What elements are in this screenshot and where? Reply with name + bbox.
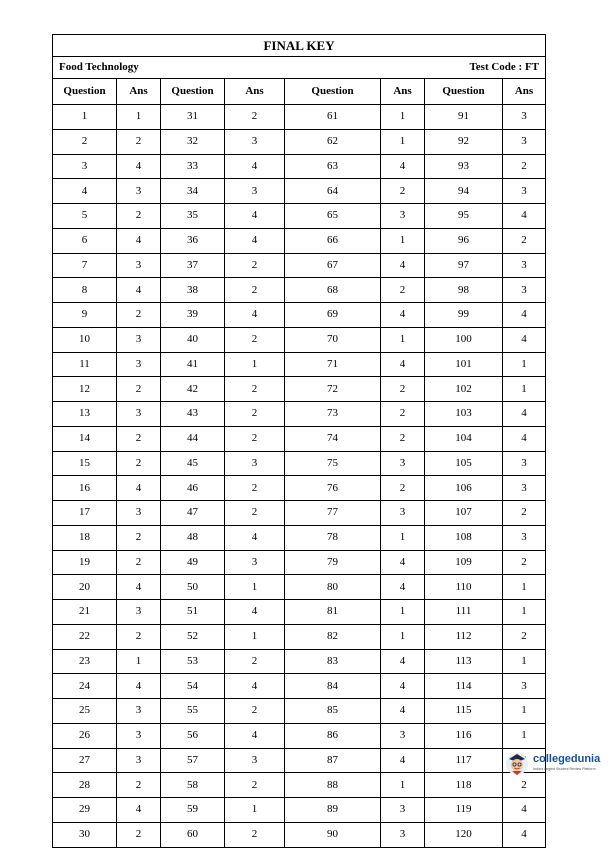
answer-cell: 3	[503, 253, 546, 278]
answer-cell: 4	[381, 303, 425, 328]
question-number-cell: 21	[53, 600, 117, 625]
table-row	[53, 303, 546, 328]
question-number-cell: 56	[161, 723, 225, 748]
question-number-cell: 39	[161, 303, 225, 328]
answer-cell: 2	[381, 377, 425, 402]
question-number-cell: 31	[161, 105, 225, 130]
question-number-cell: 1	[53, 105, 117, 130]
answer-cell: 3	[117, 402, 161, 427]
question-number-cell: 102	[425, 377, 503, 402]
answer-column-header: Ans	[225, 79, 285, 105]
question-number-cell: 12	[53, 377, 117, 402]
answer-cell: 4	[503, 327, 546, 352]
answer-cell: 1	[117, 105, 161, 130]
answer-column-header: Ans	[117, 79, 161, 105]
question-number-cell: 80	[285, 575, 381, 600]
answer-cell: 4	[503, 822, 546, 847]
test-code-label: Test Code : FT	[469, 61, 540, 73]
question-number-cell: 18	[53, 525, 117, 550]
question-number-cell: 48	[161, 525, 225, 550]
table-row	[53, 723, 546, 748]
question-number-cell: 81	[285, 600, 381, 625]
answer-cell: 2	[225, 402, 285, 427]
table-row	[53, 278, 546, 303]
answer-cell: 1	[225, 352, 285, 377]
question-number-cell: 32	[161, 129, 225, 154]
question-number-cell: 96	[425, 228, 503, 253]
answer-cell: 3	[381, 204, 425, 229]
header-row	[53, 79, 546, 105]
answer-cell: 4	[381, 674, 425, 699]
question-number-cell: 104	[425, 426, 503, 451]
answer-cell: 3	[117, 352, 161, 377]
question-number-cell: 57	[161, 748, 225, 773]
question-number-cell: 4	[53, 179, 117, 204]
question-number-cell: 109	[425, 550, 503, 575]
answer-cell: 2	[503, 624, 546, 649]
question-column-header: Question	[285, 79, 381, 105]
question-number-cell: 20	[53, 575, 117, 600]
table-row	[53, 426, 546, 451]
question-number-cell: 82	[285, 624, 381, 649]
answer-cell: 3	[117, 501, 161, 526]
question-number-cell: 92	[425, 129, 503, 154]
answer-cell: 4	[225, 228, 285, 253]
answer-cell: 3	[117, 327, 161, 352]
answer-cell: 3	[503, 105, 546, 130]
answer-cell: 4	[117, 575, 161, 600]
answer-cell: 1	[503, 600, 546, 625]
question-number-cell: 98	[425, 278, 503, 303]
answer-cell: 2	[503, 550, 546, 575]
answer-cell: 3	[225, 451, 285, 476]
answer-cell: 4	[117, 154, 161, 179]
answer-cell: 2	[381, 278, 425, 303]
question-number-cell: 52	[161, 624, 225, 649]
table-row	[53, 649, 546, 674]
table-row	[53, 451, 546, 476]
question-number-cell: 73	[285, 402, 381, 427]
answer-cell: 2	[117, 129, 161, 154]
question-number-cell: 100	[425, 327, 503, 352]
question-number-cell: 49	[161, 550, 225, 575]
question-number-cell: 59	[161, 798, 225, 823]
table-row	[53, 798, 546, 823]
table-row	[53, 550, 546, 575]
question-number-cell: 37	[161, 253, 225, 278]
question-number-cell: 38	[161, 278, 225, 303]
table-row	[53, 105, 546, 130]
answer-cell: 4	[225, 600, 285, 625]
question-number-cell: 54	[161, 674, 225, 699]
question-number-cell: 9	[53, 303, 117, 328]
answer-cell: 1	[117, 649, 161, 674]
question-number-cell: 55	[161, 699, 225, 724]
question-number-cell: 76	[285, 476, 381, 501]
answer-cell: 1	[503, 352, 546, 377]
question-number-cell: 27	[53, 748, 117, 773]
question-number-cell: 10	[53, 327, 117, 352]
question-number-cell: 51	[161, 600, 225, 625]
answer-cell: 1	[381, 624, 425, 649]
table-row	[53, 674, 546, 699]
question-number-cell: 72	[285, 377, 381, 402]
table-row	[53, 352, 546, 377]
answer-cell: 2	[381, 179, 425, 204]
answer-cell: 3	[117, 748, 161, 773]
table-row	[53, 179, 546, 204]
answer-cell: 3	[381, 822, 425, 847]
question-number-cell: 66	[285, 228, 381, 253]
answer-cell: 2	[117, 525, 161, 550]
question-number-cell: 29	[53, 798, 117, 823]
answer-cell: 2	[117, 204, 161, 229]
question-number-cell: 67	[285, 253, 381, 278]
answer-column-header: Ans	[381, 79, 425, 105]
question-number-cell: 33	[161, 154, 225, 179]
question-number-cell: 28	[53, 773, 117, 798]
answer-cell: 2	[117, 303, 161, 328]
answer-cell: 1	[381, 105, 425, 130]
question-number-cell: 2	[53, 129, 117, 154]
answer-cell: 1	[381, 600, 425, 625]
question-number-cell: 36	[161, 228, 225, 253]
question-number-cell: 77	[285, 501, 381, 526]
question-number-cell: 23	[53, 649, 117, 674]
question-number-cell: 43	[161, 402, 225, 427]
question-number-cell: 83	[285, 649, 381, 674]
answer-cell: 3	[117, 253, 161, 278]
question-number-cell: 26	[53, 723, 117, 748]
table-row	[53, 129, 546, 154]
question-number-cell: 64	[285, 179, 381, 204]
answer-cell: 1	[225, 798, 285, 823]
answer-cell: 2	[225, 699, 285, 724]
table-row	[53, 253, 546, 278]
table-row	[53, 501, 546, 526]
answer-cell: 2	[225, 105, 285, 130]
question-number-cell: 15	[53, 451, 117, 476]
question-number-cell: 16	[53, 476, 117, 501]
answer-cell: 4	[503, 798, 546, 823]
answer-cell: 3	[117, 179, 161, 204]
question-number-cell: 110	[425, 575, 503, 600]
answer-cell: 3	[503, 129, 546, 154]
final-key-table	[52, 34, 546, 848]
answer-cell: 2	[117, 451, 161, 476]
answer-cell: 4	[117, 278, 161, 303]
question-number-cell: 13	[53, 402, 117, 427]
answer-cell: 2	[225, 773, 285, 798]
question-number-cell: 101	[425, 352, 503, 377]
answer-cell: 2	[225, 649, 285, 674]
answer-cell: 3	[225, 748, 285, 773]
question-number-cell: 89	[285, 798, 381, 823]
answer-cell: 4	[381, 699, 425, 724]
answer-cell: 1	[503, 575, 546, 600]
question-number-cell: 45	[161, 451, 225, 476]
question-number-cell: 79	[285, 550, 381, 575]
question-number-cell: 107	[425, 501, 503, 526]
question-number-cell: 30	[53, 822, 117, 847]
question-number-cell: 75	[285, 451, 381, 476]
question-number-cell: 19	[53, 550, 117, 575]
answer-cell: 1	[381, 525, 425, 550]
question-number-cell: 65	[285, 204, 381, 229]
question-number-cell: 114	[425, 674, 503, 699]
question-number-cell: 47	[161, 501, 225, 526]
answer-cell: 2	[117, 624, 161, 649]
question-number-cell: 119	[425, 798, 503, 823]
question-number-cell: 85	[285, 699, 381, 724]
question-number-cell: 3	[53, 154, 117, 179]
answer-cell: 2	[225, 377, 285, 402]
answer-cell: 2	[381, 476, 425, 501]
question-number-cell: 42	[161, 377, 225, 402]
question-column-header: Question	[425, 79, 503, 105]
answer-cell: 4	[225, 723, 285, 748]
answer-cell: 2	[381, 426, 425, 451]
answer-cell: 1	[503, 377, 546, 402]
answer-cell: 3	[503, 451, 546, 476]
table-row	[53, 327, 546, 352]
table-row	[53, 377, 546, 402]
question-number-cell: 117	[425, 748, 503, 773]
answer-cell: 2	[503, 154, 546, 179]
answer-cell: 3	[381, 798, 425, 823]
answer-cell: 4	[503, 303, 546, 328]
question-number-cell: 103	[425, 402, 503, 427]
table-row	[53, 476, 546, 501]
question-number-cell: 68	[285, 278, 381, 303]
answer-cell: 3	[503, 525, 546, 550]
answer-cell: 2	[503, 773, 546, 798]
question-number-cell: 24	[53, 674, 117, 699]
answer-cell: 3	[381, 723, 425, 748]
question-number-cell: 6	[53, 228, 117, 253]
answer-cell: 3	[117, 723, 161, 748]
question-number-cell: 78	[285, 525, 381, 550]
question-number-cell: 41	[161, 352, 225, 377]
answer-cell: 4	[381, 352, 425, 377]
answer-column-header: Ans	[503, 79, 546, 105]
question-number-cell: 25	[53, 699, 117, 724]
answer-cell: 2	[503, 228, 546, 253]
question-number-cell: 112	[425, 624, 503, 649]
question-number-cell: 40	[161, 327, 225, 352]
question-number-cell: 58	[161, 773, 225, 798]
question-number-cell: 46	[161, 476, 225, 501]
question-number-cell: 115	[425, 699, 503, 724]
answer-cell: 4	[381, 550, 425, 575]
question-number-cell: 113	[425, 649, 503, 674]
question-number-cell: 14	[53, 426, 117, 451]
answer-cell: 2	[225, 822, 285, 847]
question-number-cell: 7	[53, 253, 117, 278]
answer-cell: 4	[225, 525, 285, 550]
answer-cell: 3	[503, 179, 546, 204]
question-number-cell: 63	[285, 154, 381, 179]
test-info-row	[53, 57, 546, 79]
table-row	[53, 748, 546, 773]
answer-cell: 3	[381, 501, 425, 526]
question-column-header: Question	[161, 79, 225, 105]
answer-cell: 3	[117, 699, 161, 724]
answer-cell: 2	[117, 773, 161, 798]
table-row	[53, 600, 546, 625]
question-number-cell: 88	[285, 773, 381, 798]
answer-cell: 1	[381, 228, 425, 253]
table-row	[53, 228, 546, 253]
answer-cell: 4	[503, 402, 546, 427]
answer-cell: 2	[225, 278, 285, 303]
student-mascot-icon	[504, 750, 530, 776]
collegedunia-logo	[504, 745, 608, 781]
answer-cell: 3	[225, 550, 285, 575]
question-number-cell: 106	[425, 476, 503, 501]
question-number-cell: 61	[285, 105, 381, 130]
question-number-cell: 44	[161, 426, 225, 451]
answer-cell: 2	[503, 501, 546, 526]
answer-cell: 4	[381, 154, 425, 179]
answer-cell: 1	[503, 649, 546, 674]
question-number-cell: 69	[285, 303, 381, 328]
answer-cell: 4	[225, 204, 285, 229]
question-column-header: Question	[53, 79, 117, 105]
answer-cell: 4	[225, 674, 285, 699]
answer-cell: 4	[225, 154, 285, 179]
question-number-cell: 111	[425, 600, 503, 625]
question-number-cell: 90	[285, 822, 381, 847]
answer-cell: 2	[225, 476, 285, 501]
question-number-cell: 8	[53, 278, 117, 303]
answer-cell: 4	[503, 204, 546, 229]
table-row	[53, 624, 546, 649]
answer-cell: 2	[225, 253, 285, 278]
question-number-cell: 71	[285, 352, 381, 377]
question-number-cell: 50	[161, 575, 225, 600]
question-number-cell: 91	[425, 105, 503, 130]
table-row	[53, 773, 546, 798]
question-number-cell: 87	[285, 748, 381, 773]
answer-cell: 2	[225, 327, 285, 352]
question-number-cell: 93	[425, 154, 503, 179]
answer-cell: 1	[381, 129, 425, 154]
question-number-cell: 95	[425, 204, 503, 229]
answer-cell: 1	[503, 699, 546, 724]
answer-cell: 2	[117, 550, 161, 575]
question-number-cell: 99	[425, 303, 503, 328]
table-row	[53, 699, 546, 724]
question-number-cell: 84	[285, 674, 381, 699]
table-row	[53, 575, 546, 600]
question-number-cell: 70	[285, 327, 381, 352]
question-number-cell: 5	[53, 204, 117, 229]
answer-cell: 4	[225, 303, 285, 328]
question-number-cell: 108	[425, 525, 503, 550]
answer-cell: 2	[381, 402, 425, 427]
answer-cell: 3	[503, 674, 546, 699]
question-number-cell: 120	[425, 822, 503, 847]
subject-label: Food Technology	[59, 61, 139, 73]
question-number-cell: 35	[161, 204, 225, 229]
answer-rows	[53, 105, 546, 848]
answer-cell: 2	[225, 426, 285, 451]
answer-cell: 4	[381, 575, 425, 600]
question-number-cell: 105	[425, 451, 503, 476]
question-number-cell: 22	[53, 624, 117, 649]
question-number-cell: 94	[425, 179, 503, 204]
logo-name: collegedunia	[533, 753, 601, 766]
page-title: FINAL KEY	[53, 35, 546, 57]
question-number-cell: 60	[161, 822, 225, 847]
question-number-cell: 86	[285, 723, 381, 748]
question-number-cell: 34	[161, 179, 225, 204]
question-number-cell: 116	[425, 723, 503, 748]
answer-cell: 3	[117, 600, 161, 625]
answer-cell: 1	[503, 723, 546, 748]
answer-cell: 4	[381, 748, 425, 773]
answer-cell: 2	[225, 501, 285, 526]
question-number-cell: 118	[425, 773, 503, 798]
answer-cell: 4	[503, 426, 546, 451]
logo-tagline: India's largest Student Review Platform	[533, 767, 596, 772]
table-row	[53, 154, 546, 179]
answer-cell: 3	[225, 129, 285, 154]
answer-cell: 2	[117, 377, 161, 402]
answer-cell: 1	[381, 773, 425, 798]
question-number-cell: 97	[425, 253, 503, 278]
answer-cell: 1	[225, 575, 285, 600]
question-number-cell: 53	[161, 649, 225, 674]
answer-cell: 4	[117, 476, 161, 501]
question-number-cell: 74	[285, 426, 381, 451]
answer-cell: 1	[225, 624, 285, 649]
answer-cell: 3	[381, 451, 425, 476]
answer-cell: 4	[381, 253, 425, 278]
answer-cell: 1	[381, 327, 425, 352]
table-row	[53, 402, 546, 427]
question-number-cell: 17	[53, 501, 117, 526]
answer-cell: 3	[503, 278, 546, 303]
answer-cell: 4	[117, 798, 161, 823]
table-row	[53, 204, 546, 229]
answer-cell: 3	[225, 179, 285, 204]
table-row	[53, 822, 546, 847]
answer-cell: 2	[117, 426, 161, 451]
answer-cell: 2	[117, 822, 161, 847]
table-row	[53, 525, 546, 550]
answer-cell: 4	[381, 649, 425, 674]
question-number-cell: 11	[53, 352, 117, 377]
answer-cell: 3	[503, 476, 546, 501]
answer-cell: 4	[117, 674, 161, 699]
question-number-cell: 62	[285, 129, 381, 154]
answer-cell: 4	[117, 228, 161, 253]
